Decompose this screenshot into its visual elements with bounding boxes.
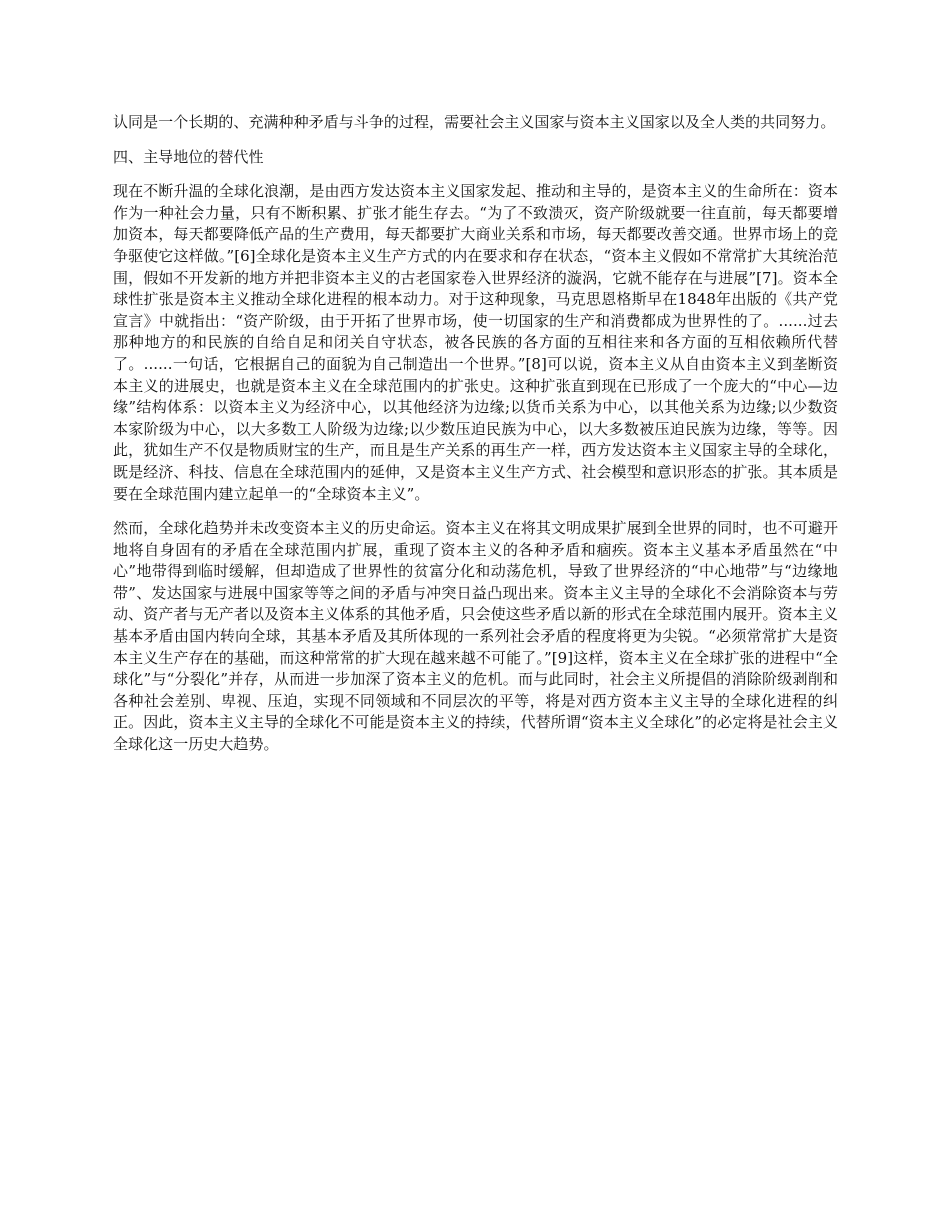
section-heading: 四、主导地位的替代性 bbox=[113, 147, 264, 166]
document-page bbox=[113, 112, 838, 769]
paragraph-historical-fate: 然而，全球化趋势并未改变资本主义的历史命运。资本主义在将其文明成果扩展到全世界的同时，也不可避开地将自身固有的矛盾在全球范围内扩展，重现了资本主义的各种矛盾和痼疾。资本主义基本矛盾虽然在“中心”地带得到临时缓解，但却造成了世界性的贫富分化和动荡危机，导致了世界经济的“中心地带”与“边缘地带”、发达国家与进展中国家等等之间的矛盾与冲突日益凸现出来。资本主义主导的全球化不会消除资本与劳动、资产者与无产者以及资本主义体系的其他矛盾，只会使这些矛盾以新的形式在全球范围内展开。资本主义基本矛盾由国内转向全球，其基本矛盾及其所体现的一系列社会矛盾的程度将更为尖锐。“必须常常扩大是资本主义生产存在的基础，而这种常常的扩大现在越来越不可能了。”[9]这样，资本主义在全球扩张的进程中“全球化”与“分裂化”并存，从而进一步加深了资本主义的危机。而与此同时，社会主义所提倡的消除阶级剥削和各种社会差别、卑视、压迫，实现不同领域和不同层次的平等，将是对西方资本主义主导的全球化进程的纠正。因此，资本主义主导的全球化不可能是资本主义的持续，代替所谓“资本主义全球化”的必定将是社会主义全球化这一历史大趋势。 bbox=[113, 519, 838, 754]
paragraph-intro-continuation: 认同是一个长期的、充满种种矛盾与斗争的过程，需要社会主义国家与资本主义国家以及全人类的共同努力。 bbox=[113, 113, 836, 131]
paragraph-globalization-expansion: 现在不断升温的全球化浪潮，是由西方发达资本主义国家发起、推动和主导的，是资本主义的生命所在：资本作为一种社会力量，只有不断积累、扩张才能生存去。“为了不致溃灭，资产阶级就要一往直前，每天都要增加资本，每天都要降低产品的生产费用，每天都要扩大商业关系和市场，每天都要改善交通。世界市场上的竞争驱使它这样做。”[6]全球化是资本主义生产方式的内在要求和存在状态，“资本主义假如不常常扩大其统治范围，假如不开发新的地方并把非资本主义的古老国家卷入世界经济的漩涡，它就不能存在与进展”[7]。资本全球性扩张是资本主义推动全球化进程的根本动力。对于这种现象，马克思恩格斯早在1848年出版的《共产党宣言》中就指出：“资产阶级，由于开拓了世界市场，使一切国家的生产和消费都成为世界性的了。......过去那种地方的和民族的自给自足和闭关自守状态，被各民族的各方面的互相往来和各方面的互相依赖所代替了。......一句话，它根据自己的面貌为自己制造出一个世界。”[8]可以说，资本主义从自由资本主义到垄断资本主义的进展史，也就是资本主义在全球范围内的扩张史。这种扩张直到现在已形成了一个庞大的“中心—边缘”结构体系：以资本主义为经济中心，以其他经济为边缘;以货币关系为中心，以其他关系为边缘;以少数资本家阶级为中心，以大多数工人阶级为边缘;以少数压迫民族为中心，以大多数被压迫民族为边缘，等等。因此，犹如生产不仅是物质财宝的生产，而且是生产关系的再生产一样，西方发达资本主义国家主导的全球化，既是经济、科技、信息在全球范围内的延伸，又是资本主义生产方式、社会模型和意识形态的扩张。其本质是要在全球范围内建立起单一的“全球资本主义”。 bbox=[113, 182, 838, 503]
